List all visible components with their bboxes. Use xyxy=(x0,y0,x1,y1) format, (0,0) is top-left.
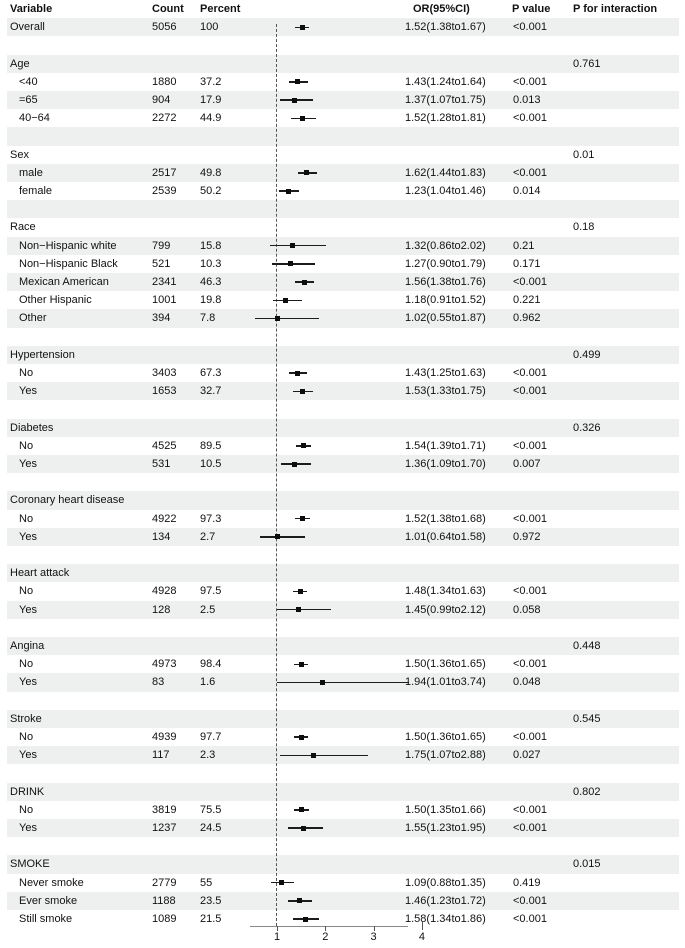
or-ci-cell: 1.02(0.55to1.87) xyxy=(405,312,486,325)
row-shading xyxy=(7,564,679,582)
percent-cell: 97.3 xyxy=(200,512,222,525)
count-cell: 2341 xyxy=(152,276,177,289)
count-cell: 3403 xyxy=(152,367,177,380)
percent-cell: 89.5 xyxy=(200,439,222,452)
p-value-cell: 0.962 xyxy=(513,312,541,325)
table-row xyxy=(0,419,685,437)
table-row xyxy=(0,582,685,600)
or-ci-cell: 1.53(1.33to1.75) xyxy=(405,385,486,398)
confidence-interval-line xyxy=(280,755,367,756)
spacer-row xyxy=(0,127,685,145)
or-point-marker xyxy=(296,607,301,612)
p-value-cell: <0.001 xyxy=(513,512,547,525)
or-ci-cell: 1.52(1.28to1.81) xyxy=(405,112,486,125)
row-label: Non−Hispanic Black xyxy=(19,257,118,270)
row-label: Overall xyxy=(10,21,45,34)
or-point-marker xyxy=(302,280,307,285)
spacer-row xyxy=(0,837,685,855)
p-interaction-cell: 0.545 xyxy=(573,712,601,725)
percent-cell: 23.5 xyxy=(200,894,222,907)
spacer-row xyxy=(0,692,685,710)
count-cell: 5056 xyxy=(152,21,177,34)
or-ci-cell: 1.50(1.36to1.65) xyxy=(405,731,486,744)
table-row xyxy=(0,892,685,910)
group-label: Hypertension xyxy=(10,348,75,361)
count-cell: 128 xyxy=(152,603,171,616)
or-ci-cell: 1.36(1.09to1.70) xyxy=(405,458,486,471)
table-row xyxy=(0,491,685,509)
table-row xyxy=(0,819,685,837)
or-ci-cell: 1.75(1.07to2.88) xyxy=(405,749,486,762)
percent-cell: 55 xyxy=(200,876,213,889)
percent-cell: 19.8 xyxy=(200,294,222,307)
p-interaction-cell: 0.18 xyxy=(573,221,595,234)
row-label: Mexican American xyxy=(19,276,109,289)
row-label: Never smoke xyxy=(19,876,84,889)
or-point-marker xyxy=(300,516,305,521)
p-value-cell: <0.001 xyxy=(513,913,547,926)
group-label: Race xyxy=(10,221,36,234)
count-cell: 2517 xyxy=(152,166,177,179)
row-label: male xyxy=(19,166,43,179)
percent-cell: 17.9 xyxy=(200,94,222,107)
p-value-cell: 0.972 xyxy=(513,530,541,543)
table-row xyxy=(0,437,685,455)
p-value-cell: <0.001 xyxy=(513,658,547,671)
or-ci-cell: 1.45(0.99to2.12) xyxy=(405,603,486,616)
confidence-interval-line xyxy=(277,609,332,610)
percent-cell: 67.3 xyxy=(200,367,222,380)
p-value-cell: <0.001 xyxy=(513,166,547,179)
row-label: Other Hispanic xyxy=(19,294,92,307)
or-ci-cell: 1.27(0.90to1.79) xyxy=(405,257,486,270)
spacer-row xyxy=(0,200,685,218)
row-label: Yes xyxy=(19,676,37,689)
row-label: Yes xyxy=(19,603,37,616)
count-cell: 799 xyxy=(152,239,171,252)
percent-cell: 21.5 xyxy=(200,913,222,926)
row-shading xyxy=(7,127,679,145)
spacer-row xyxy=(0,400,685,418)
column-header-count: Count xyxy=(152,3,184,16)
p-interaction-cell: 0.015 xyxy=(573,858,601,871)
or-ci-cell: 1.52(1.38to1.67) xyxy=(405,21,486,34)
table-row xyxy=(0,218,685,236)
or-ci-cell: 1.58(1.34to1.86) xyxy=(405,913,486,926)
p-value-cell: 0.221 xyxy=(513,294,541,307)
row-label: Yes xyxy=(19,822,37,835)
table-row xyxy=(0,164,685,182)
p-value-cell: <0.001 xyxy=(513,894,547,907)
p-interaction-cell: 0.499 xyxy=(573,348,601,361)
count-cell: 521 xyxy=(152,257,171,270)
p-value-cell: <0.001 xyxy=(513,367,547,380)
count-cell: 4525 xyxy=(152,439,177,452)
percent-cell: 37.2 xyxy=(200,75,222,88)
or-ci-cell: 1.09(0.88to1.35) xyxy=(405,876,486,889)
row-label: No xyxy=(19,658,34,671)
table-row xyxy=(0,309,685,327)
table-row xyxy=(0,382,685,400)
or-point-marker xyxy=(290,243,295,248)
table-row xyxy=(0,801,685,819)
count-cell: 4973 xyxy=(152,658,177,671)
p-value-cell: 0.007 xyxy=(513,458,541,471)
count-cell: 531 xyxy=(152,458,171,471)
spacer-row xyxy=(0,619,685,637)
count-cell: 1653 xyxy=(152,385,177,398)
table-row xyxy=(0,109,685,127)
group-label: Diabetes xyxy=(10,421,54,434)
or-point-marker xyxy=(292,98,297,103)
table-row xyxy=(0,601,685,619)
count-cell: 1089 xyxy=(152,913,177,926)
row-label: Other xyxy=(19,312,47,325)
p-value-cell: 0.058 xyxy=(513,603,541,616)
row-label: Ever smoke xyxy=(19,894,78,907)
table-row xyxy=(0,237,685,255)
or-ci-cell: 1.56(1.38to1.76) xyxy=(405,276,486,289)
p-value-cell: <0.001 xyxy=(513,385,547,398)
or-point-marker xyxy=(292,462,297,467)
group-label: Coronary heart disease xyxy=(10,494,125,507)
percent-cell: 46.3 xyxy=(200,276,222,289)
row-label: Non−Hispanic white xyxy=(19,239,117,252)
or-point-marker xyxy=(303,917,308,922)
column-header-or-ci: OR(95%CI) xyxy=(413,3,470,16)
or-ci-cell: 1.37(1.07to1.75) xyxy=(405,94,486,107)
row-label: No xyxy=(19,803,34,816)
or-ci-cell: 1.43(1.25to1.63) xyxy=(405,367,486,380)
or-point-marker xyxy=(300,116,305,121)
percent-cell: 24.5 xyxy=(200,822,222,835)
or-point-marker xyxy=(300,25,305,30)
percent-cell: 7.8 xyxy=(200,312,216,325)
or-point-marker xyxy=(300,389,305,394)
table-row xyxy=(0,346,685,364)
group-label: Sex xyxy=(10,148,29,161)
group-label: Angina xyxy=(10,640,45,653)
confidence-interval-line xyxy=(270,245,326,246)
row-label: No xyxy=(19,585,34,598)
table-row xyxy=(0,273,685,291)
p-value-cell: <0.001 xyxy=(513,585,547,598)
percent-cell: 2.7 xyxy=(200,530,216,543)
or-point-marker xyxy=(275,534,280,539)
count-cell: 1237 xyxy=(152,822,177,835)
table-row xyxy=(0,182,685,200)
spacer-row xyxy=(0,36,685,54)
or-ci-cell: 1.50(1.35to1.66) xyxy=(405,803,486,816)
table-row xyxy=(0,874,685,892)
table-row xyxy=(0,291,685,309)
p-interaction-cell: 0.761 xyxy=(573,57,601,70)
p-value-cell: <0.001 xyxy=(513,822,547,835)
confidence-interval-line xyxy=(255,318,319,319)
percent-cell: 100 xyxy=(200,21,219,34)
p-value-cell: <0.001 xyxy=(513,731,547,744)
x-axis-tick-label: 3 xyxy=(370,931,377,943)
group-label: SMOKE xyxy=(10,858,50,871)
or-point-marker xyxy=(320,680,325,685)
p-value-cell: 0.014 xyxy=(513,185,541,198)
row-label: No xyxy=(19,731,34,744)
percent-cell: 98.4 xyxy=(200,658,222,671)
table-row xyxy=(0,73,685,91)
percent-cell: 97.5 xyxy=(200,585,222,598)
percent-cell: 15.8 xyxy=(200,239,222,252)
confidence-interval-line xyxy=(277,682,409,683)
row-label: Still smoke xyxy=(19,913,73,926)
or-point-marker xyxy=(299,807,304,812)
or-ci-cell: 1.50(1.36to1.65) xyxy=(405,658,486,671)
spacer-row xyxy=(0,328,685,346)
count-cell: 4922 xyxy=(152,512,177,525)
column-header-p-interaction: P for interaction xyxy=(573,3,658,16)
table-row xyxy=(0,364,685,382)
count-cell: 117 xyxy=(152,749,170,762)
percent-cell: 50.2 xyxy=(200,185,222,198)
table-row xyxy=(0,510,685,528)
or-ci-cell: 1.01(0.64to1.58) xyxy=(405,530,486,543)
p-value-cell: 0.419 xyxy=(513,876,541,889)
or-point-marker xyxy=(299,662,304,667)
group-label: Stroke xyxy=(10,712,42,725)
percent-cell: 1.6 xyxy=(200,676,216,689)
percent-cell: 10.3 xyxy=(200,257,222,270)
table-row xyxy=(0,728,685,746)
or-point-marker xyxy=(298,589,303,594)
or-point-marker xyxy=(297,898,302,903)
count-cell: 1001 xyxy=(152,294,177,307)
p-interaction-cell: 0.802 xyxy=(573,785,601,798)
confidence-interval-line xyxy=(260,536,305,537)
row-label: No xyxy=(19,439,34,452)
or-point-marker xyxy=(283,298,288,303)
or-ci-cell: 1.55(1.23to1.95) xyxy=(405,822,486,835)
column-header-percent: Percent xyxy=(200,3,241,16)
count-cell: 83 xyxy=(152,676,165,689)
table-row xyxy=(0,255,685,273)
percent-cell: 2.3 xyxy=(200,749,216,762)
or-point-marker xyxy=(311,753,316,758)
p-interaction-cell: 0.326 xyxy=(573,421,601,434)
x-axis-tick-label: 1 xyxy=(273,931,281,943)
row-label: No xyxy=(19,367,34,380)
p-value-cell: 0.21 xyxy=(513,239,535,252)
or-ci-cell: 1.52(1.38to1.68) xyxy=(405,512,486,525)
count-cell: 2272 xyxy=(152,112,177,125)
table-header-row xyxy=(0,0,685,18)
table-row xyxy=(0,637,685,655)
spacer-row xyxy=(0,764,685,782)
table-row xyxy=(0,564,685,582)
or-ci-cell: 1.18(0.91to1.52) xyxy=(405,294,486,307)
x-axis-line xyxy=(250,926,408,927)
reference-line-or-1 xyxy=(276,24,277,926)
p-value-cell: 0.171 xyxy=(513,257,541,270)
spacer-row xyxy=(0,546,685,564)
percent-cell: 10.5 xyxy=(200,458,222,471)
row-label: female xyxy=(19,185,53,198)
row-label: Yes xyxy=(19,749,37,762)
percent-cell: 2.5 xyxy=(200,603,216,616)
row-label: <40 xyxy=(19,75,38,88)
or-point-marker xyxy=(279,880,284,885)
count-cell: 4939 xyxy=(152,731,177,744)
or-point-marker xyxy=(275,316,280,321)
or-point-marker xyxy=(299,735,304,740)
or-point-marker xyxy=(304,170,309,175)
group-label: DRINK xyxy=(10,785,45,798)
confidence-interval-line xyxy=(272,263,315,264)
table-row xyxy=(0,783,685,801)
row-label: Yes xyxy=(19,530,37,543)
table-row xyxy=(0,855,685,873)
row-label: =65 xyxy=(19,94,38,107)
or-ci-cell: 1.62(1.44to1.83) xyxy=(405,166,486,179)
or-point-marker xyxy=(301,443,306,448)
table-row xyxy=(0,91,685,109)
row-label: 40−64 xyxy=(19,112,50,125)
x-axis-tick-label: 4 xyxy=(418,931,425,943)
percent-cell: 97.7 xyxy=(200,731,222,744)
group-label: Heart attack xyxy=(10,567,70,580)
p-value-cell: 0.048 xyxy=(513,676,541,689)
x-axis-tick-label: 2 xyxy=(322,931,329,943)
count-cell: 134 xyxy=(152,530,171,543)
or-point-marker xyxy=(288,261,293,266)
or-ci-cell: 1.94(1.01to3.74) xyxy=(405,676,486,689)
table-row xyxy=(0,655,685,673)
table-row xyxy=(0,55,685,73)
percent-cell: 32.7 xyxy=(200,385,222,398)
count-cell: 2539 xyxy=(152,185,177,198)
row-label: Yes xyxy=(19,458,37,471)
count-cell: 904 xyxy=(152,94,171,107)
or-ci-cell: 1.23(1.04to1.46) xyxy=(405,185,486,198)
table-row xyxy=(0,710,685,728)
p-interaction-cell: 0.01 xyxy=(573,148,595,161)
p-value-cell: <0.001 xyxy=(513,21,547,34)
count-cell: 4928 xyxy=(152,585,177,598)
count-cell: 394 xyxy=(152,312,171,325)
count-cell: 1188 xyxy=(152,894,176,907)
row-label: Yes xyxy=(19,385,37,398)
table-row xyxy=(0,455,685,473)
row-shading xyxy=(7,200,679,218)
row-label: No xyxy=(19,512,34,525)
group-label: Age xyxy=(10,57,30,70)
p-value-cell: 0.027 xyxy=(513,749,541,762)
table-row xyxy=(0,18,685,36)
column-header-p-value: P value xyxy=(512,3,551,16)
or-ci-cell: 1.54(1.39to1.71) xyxy=(405,439,486,452)
table-row xyxy=(0,673,685,691)
percent-cell: 44.9 xyxy=(200,112,222,125)
table-row xyxy=(0,146,685,164)
table-row xyxy=(0,528,685,546)
count-cell: 3819 xyxy=(152,803,177,816)
or-ci-cell: 1.32(0.86to2.02) xyxy=(405,239,486,252)
or-ci-cell: 1.43(1.24to1.64) xyxy=(405,75,486,88)
column-header-variable: Variable xyxy=(10,3,53,16)
or-point-marker xyxy=(295,79,300,84)
or-ci-cell: 1.46(1.23to1.72) xyxy=(405,894,486,907)
or-point-marker xyxy=(295,371,300,376)
percent-cell: 75.5 xyxy=(200,803,222,816)
p-value-cell: <0.001 xyxy=(513,75,547,88)
p-value-cell: 0.013 xyxy=(513,94,541,107)
or-point-marker xyxy=(286,189,291,194)
p-value-cell: <0.001 xyxy=(513,803,547,816)
p-value-cell: <0.001 xyxy=(513,439,547,452)
or-point-marker xyxy=(301,826,306,831)
p-interaction-cell: 0.448 xyxy=(573,640,601,653)
count-cell: 2779 xyxy=(152,876,177,889)
spacer-row xyxy=(0,473,685,491)
p-value-cell: <0.001 xyxy=(513,112,547,125)
p-value-cell: <0.001 xyxy=(513,276,547,289)
or-ci-cell: 1.48(1.34to1.63) xyxy=(405,585,486,598)
percent-cell: 49.8 xyxy=(200,166,222,179)
table-row xyxy=(0,746,685,764)
count-cell: 1880 xyxy=(152,75,177,88)
